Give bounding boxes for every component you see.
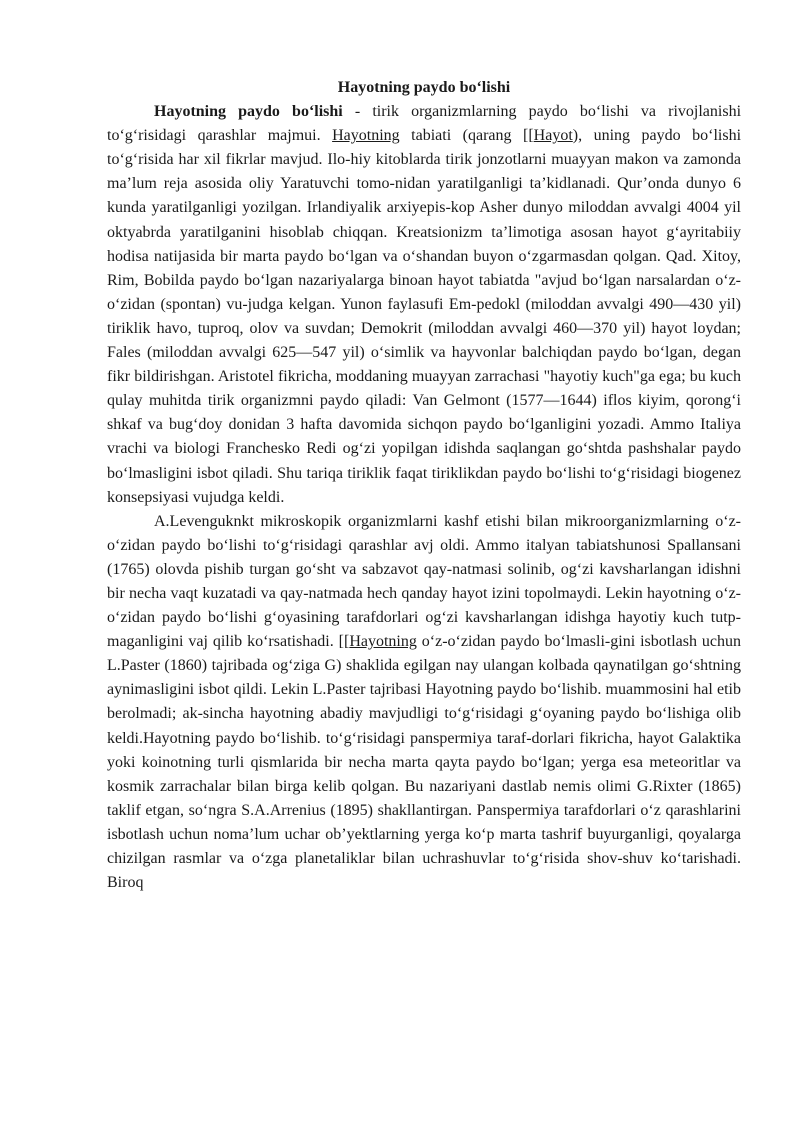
- document-page: [107, 76, 741, 895]
- link-hayotning[interactable]: Hayotning: [332, 127, 400, 145]
- link-hayot[interactable]: Hayot: [533, 127, 573, 145]
- defined-term: Hayotning paydo bo‘lishi: [154, 103, 343, 121]
- paragraph-2-text-2: o‘z-o‘zidan paydo bo‘lmasli-gini isbotlash uchun L.Paster (1860) tajribada og‘ziga G) shaklida egilgan nay ulangan kolbada qaynatilgan go‘shtning aynimasligini isbot qildi. Lekin L.Paster tajribasi Hayotning paydo bo‘lishib. muammosini hal etib berolmadi; ak-sincha hayotning abadiy mavjudligi to‘g‘risidagi g‘oyaning paydo bo‘lishiga olib keldi.Hayotning paydo bo‘lishib. to‘g‘risidagi panspermiya taraf-dorlari fikricha, hayot Galaktika yoki koinotning turli qismlarida bir necha marta qayta paydo bo‘lgan; yerga esa meteoritlar va kosmik zarrachalar bilan birga kelib qolgan. Bu nazariyani dastlab nemis olimi G.Rixter (1865) taklif etgan, so‘ngra S.A.Arrenius (1895) shakllantirgan. Panspermiya tarafdorlari o‘z qarashlarini isbotlash uchun noma’lum uchar ob’yektlarning yerga ko‘p marta tashrif buyurganligi, qoyalarga chizilgan rasmlar va o‘zga planetaliklar bilan uchrashuvlar to‘g‘risida shov-shuv ko‘tarishadi. Biroq: [107, 633, 741, 892]
- document-title: Hayotning paydo bo‘lishi: [337, 79, 511, 96]
- paragraph-2: [107, 510, 741, 896]
- paragraph-1-text-1: - tirik organizmlarning paydo bo‘lishi va rivojlanishi to‘g‘risidagi qarashlar majmui.: [107, 103, 742, 145]
- paragraph-1-text-3: ), uning paydo bo‘lishi to‘g‘risida har xil fikrlar mavjud. Ilo-hiy kitoblarda tirik jonzotlarni muayyan makon va zamonda ma’lum reja asosida oliy Yaratuvchi tomo-nidan yaratilganligi ta’kidlanadi. Qur’onda dunyo 6 kunda yaratilganligi yozilgan. Irlandiyalik arxiyepis-kop Asher dunyo miloddan avvalgi 4004 yil oktyabrda yaratilganini hisoblab chiqqan. Kreatsionizm ta’limotiga asosan hayot g‘ayritabiiy hodisa natijasida bir marta paydo bo‘lgan va o‘shandan buyon o‘zgarmasdan qolgan. Qad. Xitoy, Rim, Bobilda paydo bo‘lgan nazariyalarga binoan hayot tabiatda "avjud bo‘lgan narsalardan o‘z-o‘zidan (spontan) vu-judga kelgan. Yunon faylasufi Em-pedokl (miloddan avvalgi 490—430 yil) tiriklik havo, tuproq, olov va suvdan; Demokrit (miloddan avvalgi 460—370 yil) hayot loydan; Fales (miloddan avvalgi 625—547 yil) o‘simlik va hayvonlar balchiqdan paydo bo‘lgan, degan fikr bildirishgan. Aristotel fikricha, moddaning muayyan zarrachasi "hayotiy kuch"ga ega; bu kuch qulay muhitda tirik organizmni paydo qiladi: Van Gelmont (1577—1644) iflos kiyim, qorong‘i shkaf va bug‘doy donidan 3 hafta davomida sichqon paydo bo‘lganligini yozadi. Ammo Italiya vrachi va biologi Franchesko Redi og‘zi yopilgan idishda saqlangan go‘shtda pashshalar paydo bo‘lmasligini isbot qiladi. Shu tariqa tiriklik faqat tiriklikdan paydo bo‘lishi to‘g‘risidagi biogenez konsepsiyasi vujudga keldi.: [107, 127, 742, 506]
- paragraph-1-text-2: tabiati (qarang [[: [399, 127, 534, 145]
- link-hayotning-2[interactable]: Hayotning: [349, 633, 417, 651]
- paragraph-1: [107, 100, 741, 510]
- paragraph-2-text-1: A.Levenguknkt mikroskopik organizmlarni kashf etishi bilan mikroorganizmlarning o‘z-o‘zidan paydo bo‘lishi to‘g‘risidagi qarashlar avj oldi. Ammo italyan tabiatshunosi Spallansani (1765) olovda pishib turgan go‘sht va sabzavot qay-natmasi solinib, og‘zi kavsharlangan idishni bir necha vaqt kuzatadi va qay-natmada hech qanday hayot izini topolmaydi. Lekin hayotning o‘z-o‘zidan paydo bo‘lishi g‘oyasining tarafdorlari og‘zi kavsharlangan idishga hayotiy kuch tutp-maganligini vaj qilib ko‘rsatishadi. [[: [107, 512, 741, 651]
